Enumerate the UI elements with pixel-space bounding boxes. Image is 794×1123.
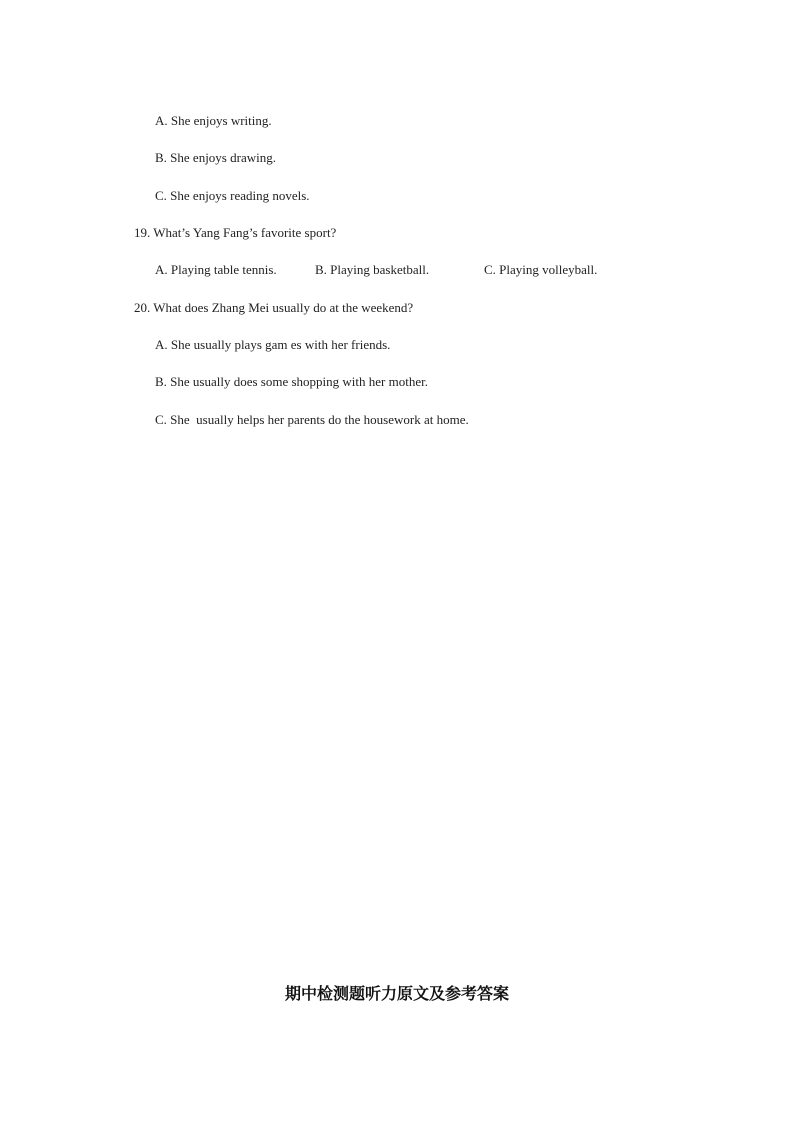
q20-option-b: B. She usually does some shopping with her mother. bbox=[155, 374, 428, 389]
q20-option-c: C. She usually helps her parents do the housework at home. bbox=[155, 412, 469, 427]
q18-option-b: B. She enjoys drawing. bbox=[155, 150, 276, 165]
q18-option-c: C. She enjoys reading novels. bbox=[155, 188, 310, 203]
section-heading: 期中检测题听力原文及参考答案 bbox=[284, 984, 509, 1003]
q20-question: 20. What does Zhang Mei usually do at the weekend? bbox=[134, 300, 414, 315]
q19-question: 19. What’s Yang Fang’s favorite sport? bbox=[134, 225, 337, 240]
q20-option-a: A. She usually plays gam es with her friends. bbox=[155, 337, 391, 352]
q19-option-c: C. Playing volleyball. bbox=[484, 262, 598, 277]
q19-option-b: B. Playing basketball. bbox=[315, 262, 430, 277]
q19-option-a: A. Playing table tennis. bbox=[155, 262, 277, 277]
q18-option-a: A. She enjoys writing. bbox=[155, 113, 272, 128]
